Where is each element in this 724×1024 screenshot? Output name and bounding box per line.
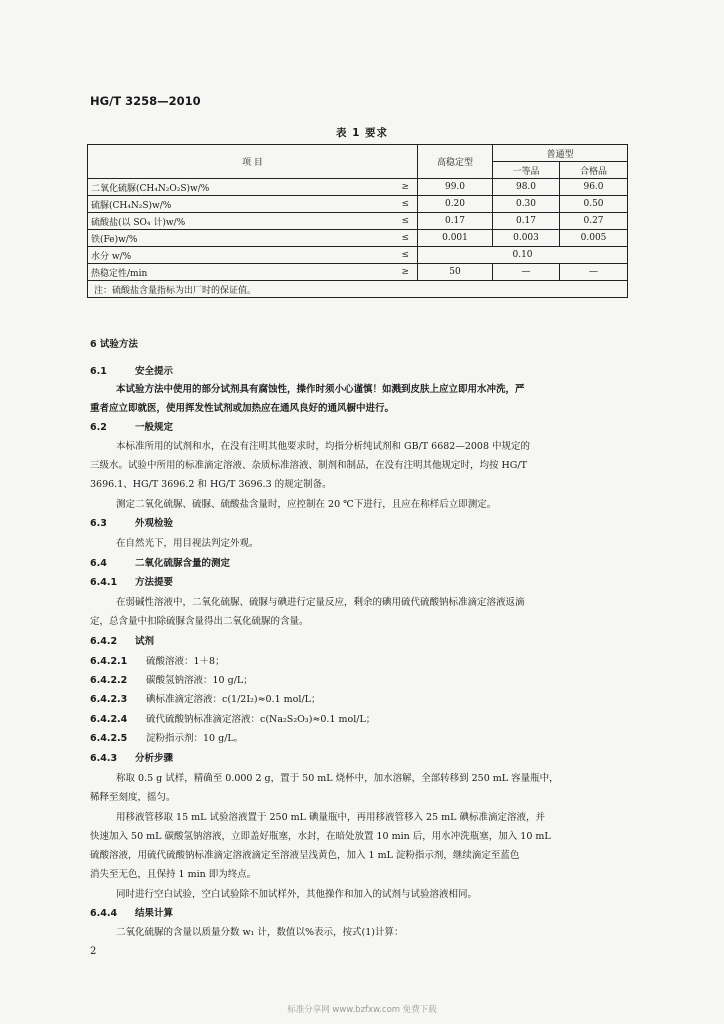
paragraph-line: 本试验方法中使用的部分试剂具有腐蚀性，操作时须小心谨慎！如溅到皮肤上应立即用水冲洗，严 — [116, 384, 525, 395]
section-title: 一般规定 — [135, 422, 174, 433]
section-title: 二氧化硫脲含量的测定 — [135, 558, 231, 569]
table-row — [88, 264, 628, 281]
reagent-number: 6.4.2.4 — [90, 714, 128, 725]
reagent-text: 淀粉指示剂：10 g/L。 — [146, 733, 244, 744]
reagent-item — [90, 713, 635, 727]
row-operator: ≤ — [378, 196, 418, 213]
section-title: 结果计算 — [135, 908, 174, 919]
paragraph-line: 在自然光下，用目视法判定外观。 — [116, 538, 259, 549]
row-qualified: — — [560, 264, 628, 281]
paragraph-line: 3696.1、HG/T 3696.2 和 HG/T 3696.3 的规定制备。 — [90, 479, 332, 490]
row-high: 0.001 — [418, 230, 493, 247]
reagent-number: 6.4.2.1 — [90, 656, 128, 667]
row-operator: ≤ — [378, 230, 418, 247]
paragraph-line: 同时进行空白试验，空白试验除不加试样外，其他操作和加入的试剂与试验溶液相同。 — [116, 889, 478, 900]
paragraph-line: 三级水。试验中所用的标准滴定溶液、杂质标准溶液、制剂和制品，在没有注明其他规定时，均按 HG/T — [90, 460, 527, 471]
reagent-text: 硫代硫酸钠标准滴定溶液：c(Na₂S₂O₃)≈0.1 mol/L； — [146, 714, 376, 725]
table-caption: 表 1 要求 — [335, 127, 389, 139]
section-title: 外观检验 — [135, 518, 174, 529]
section-6-2-heading — [90, 421, 635, 435]
row-first: 98.0 — [493, 179, 560, 196]
section-number: 6.4.4 — [90, 908, 118, 919]
reagent-number: 6.4.2.2 — [90, 675, 128, 686]
paragraph-line: 消失至无色，且保持 1 min 即为终点。 — [90, 869, 257, 880]
header-normal: 普通型 — [493, 145, 628, 162]
standard-number: HG/T 3258—2010 — [90, 94, 201, 108]
reagent-item — [90, 693, 635, 707]
row-qualified: 0.005 — [560, 230, 628, 247]
row-operator: ≥ — [378, 179, 418, 196]
paragraph-line: 稀释至刻度，摇匀。 — [90, 792, 176, 803]
header-first-grade: 一等品 — [493, 162, 560, 179]
reagent-text: 碳酸氢钠溶液：10 g/L； — [146, 675, 253, 686]
reagent-item — [90, 732, 635, 746]
requirements-table — [87, 144, 628, 298]
section-6-4-4-heading — [90, 907, 635, 921]
row-first: — — [493, 264, 560, 281]
section-number: 6.1 — [90, 366, 107, 377]
paragraph-line: 称取 0.5 g 试样，精确至 0.000 2 g，置于 50 mL 烧杯中，加水溶解，全部转移到 250 mL 容量瓶中， — [116, 773, 559, 784]
section-6-3-heading — [90, 517, 635, 531]
section-6-heading: 6 试验方法 — [90, 339, 138, 350]
section-6-4-3-heading — [90, 752, 635, 766]
header-high-stability: 高稳定型 — [418, 145, 493, 179]
section-6-1-heading — [90, 365, 635, 379]
row-first: 0.003 — [493, 230, 560, 247]
reagent-number: 6.4.2.3 — [90, 694, 128, 705]
paragraph-line: 二氧化硫脲的含量以质量分数 w₁ 计，数值以%表示，按式(1)计算： — [116, 927, 404, 938]
table-row — [88, 179, 628, 196]
table-row — [88, 196, 628, 213]
row-item: 二氧化硫脲(CH₄N₂O₂S)w/% — [88, 179, 378, 196]
table-row — [88, 247, 628, 264]
paragraph-line: 重者应立即就医，使用挥发性试剂或加热应在通风良好的通风橱中进行。 — [90, 403, 395, 414]
row-high: 99.0 — [418, 179, 493, 196]
row-first: 0.17 — [493, 213, 560, 230]
row-item: 硫脲(CH₄N₂S)w/% — [88, 196, 378, 213]
section-number: 6.4.3 — [90, 753, 118, 764]
row-qualified: 0.27 — [560, 213, 628, 230]
paragraph-line: 本标准所用的试剂和水，在没有注明其他要求时，均指分析纯试剂和 GB/T 6682—2008 中规定的 — [116, 441, 531, 452]
row-item: 水分 w/% — [88, 247, 378, 264]
header-qualified: 合格品 — [560, 162, 628, 179]
paragraph-line: 在弱碱性溶液中，二氧化硫脲、硫脲与碘进行定量反应，剩余的碘用硫代硫酸钠标准滴定溶液返滴 — [116, 597, 525, 608]
row-operator: ≤ — [378, 213, 418, 230]
row-item: 热稳定性/min — [88, 264, 378, 281]
paragraph-line: 定，总含量中扣除硫脲含量得出二氧化硫脲的含量。 — [90, 616, 309, 627]
section-number: 6.2 — [90, 422, 107, 433]
header-item: 项 目 — [88, 145, 418, 179]
section-6-4-1-heading — [90, 576, 635, 590]
section-number: 6.4.1 — [90, 577, 118, 588]
row-high: 0.20 — [418, 196, 493, 213]
reagent-text: 碘标准滴定溶液：c(1/2I₂)≈0.1 mol/L； — [146, 694, 321, 705]
row-item: 铁(Fe)w/% — [88, 230, 378, 247]
row-high: 0.17 — [418, 213, 493, 230]
paragraph-line: 测定二氧化硫脲、硫脲、硫酸盐含量时，应控制在 20 ℃下进行，且应在称样后立即测定。 — [116, 499, 497, 510]
row-first: 0.30 — [493, 196, 560, 213]
section-6-4-2-heading — [90, 635, 635, 649]
paragraph-line: 用移液管移取 15 mL 试验溶液置于 250 mL 碘量瓶中，再用移液管移入 25 mL 碘标准滴定溶液，并 — [116, 812, 545, 823]
row-operator: ≤ — [378, 247, 418, 264]
section-number: 6.3 — [90, 518, 107, 529]
reagent-item — [90, 674, 635, 688]
section-title: 方法提要 — [135, 577, 174, 588]
row-qualified: 0.50 — [560, 196, 628, 213]
section-title: 试剂 — [135, 636, 155, 647]
row-merged-value: 0.10 — [418, 247, 628, 264]
section-number: 6.4.2 — [90, 636, 118, 647]
section-title: 分析步骤 — [135, 753, 174, 764]
reagent-text: 硫酸溶液：1＋8； — [146, 656, 225, 667]
table-row — [88, 213, 628, 230]
table-row — [88, 230, 628, 247]
section-number: 6.4 — [90, 558, 107, 569]
section-title: 安全提示 — [135, 366, 174, 377]
row-high: 50 — [418, 264, 493, 281]
paragraph-line: 硫酸溶液，用硫代硫酸钠标准滴定溶液滴定至溶液呈浅黄色，加入 1 mL 淀粉指示剂，继续滴定至蓝色 — [90, 850, 520, 861]
table-note: 注：硫酸盐含量指标为出厂时的保证值。 — [88, 281, 628, 298]
section-6-4-heading — [90, 557, 635, 571]
row-qualified: 96.0 — [560, 179, 628, 196]
paragraph-line: 快速加入 50 mL 碳酸氢钠溶液，立即盖好瓶塞，水封，在暗处放置 10 min 后，用水冲洗瓶塞，加入 10 mL — [90, 831, 551, 842]
watermark-footer: 标准分享网 www.bzfxw.com 免费下载 — [287, 1005, 437, 1015]
page-number: 2 — [90, 946, 97, 957]
row-item: 硫酸盐(以 SO₄ 计)w/% — [88, 213, 378, 230]
reagent-item — [90, 655, 635, 669]
row-operator: ≥ — [378, 264, 418, 281]
reagent-number: 6.4.2.5 — [90, 733, 128, 744]
